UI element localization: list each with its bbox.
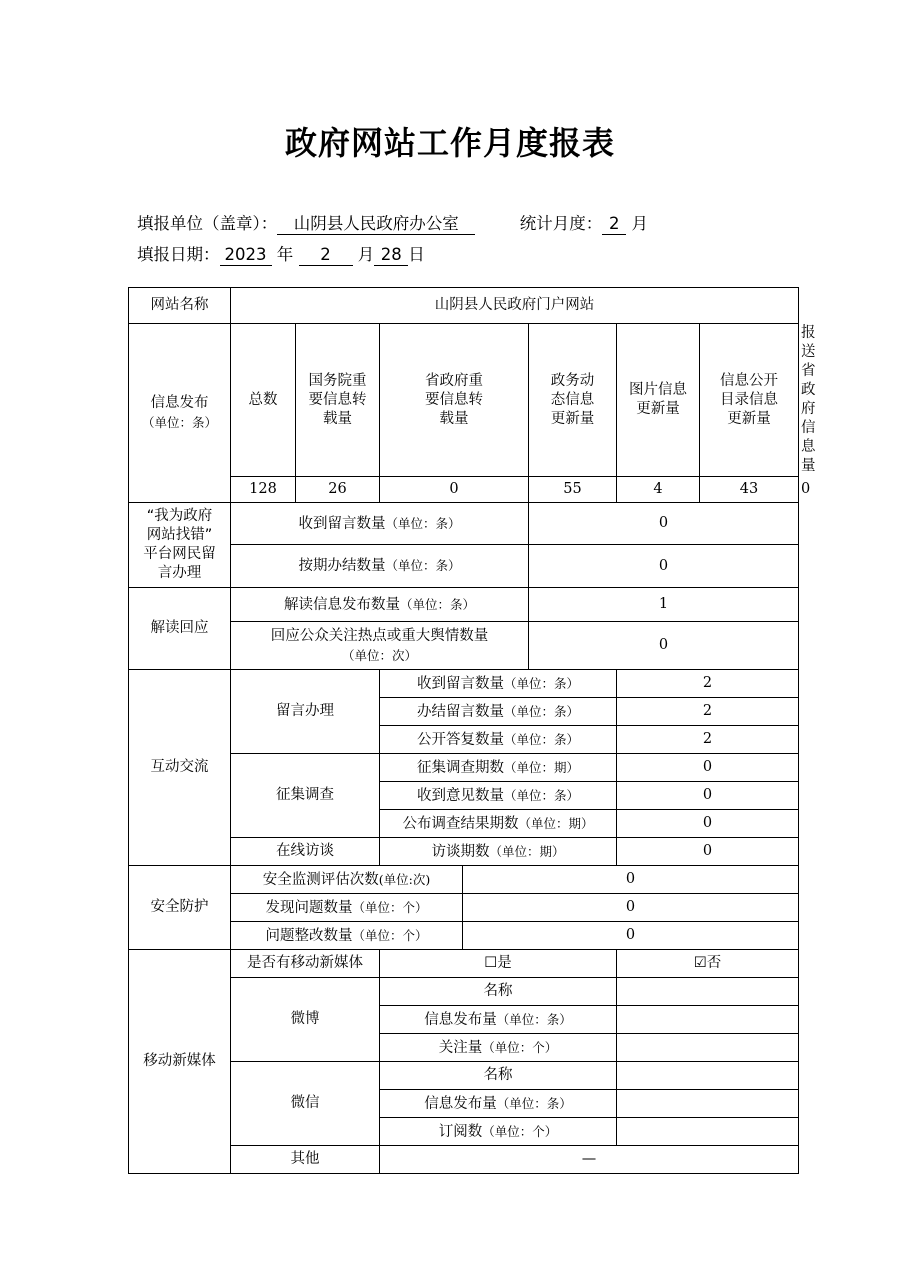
weibo-name-value [617, 978, 799, 1006]
mh-received-label: 收到留言数量（单位：条） [380, 670, 617, 698]
weibo-follow-label: 关注量（单位：个） [380, 1034, 617, 1062]
security-eval-value: 0 [463, 866, 799, 894]
wechat-subscribe-label: 订阅数（单位：个） [380, 1118, 617, 1146]
header-line-2 [137, 241, 425, 266]
security-row-1 [129, 866, 799, 894]
wechat-name-value [617, 1062, 799, 1090]
col-pictures: 图片信息 更新量 [617, 324, 700, 477]
col-disclosure: 信息公开 目录信息 更新量 [700, 324, 799, 477]
interpret-release-value: 1 [529, 588, 799, 622]
weibo-release-label: 信息发布量（单位：条） [380, 1006, 617, 1034]
site-value: 山阴县人民政府门户网站 [231, 288, 799, 324]
col-total: 总数 [231, 324, 296, 477]
survey-periods-label: 征集调查期数（单位：期） [380, 754, 617, 782]
other-label: 其他 [231, 1146, 380, 1174]
date-month: 2 [299, 244, 353, 266]
security-eval-label: 安全监测评估次数(单位:次) [231, 866, 463, 894]
security-fixed-value: 0 [463, 922, 799, 950]
wechat-label: 微信 [231, 1062, 380, 1146]
other-value: — [380, 1146, 799, 1174]
report-table [128, 287, 816, 1174]
security-found-label: 发现问题数量（单位：个） [231, 894, 463, 922]
date-month-suffix: 月 [357, 245, 375, 264]
value-pictures: 4 [617, 477, 700, 503]
unit-value: 山阴县人民政府办公室 [277, 213, 475, 235]
weibo-follow-value [617, 1034, 799, 1062]
interview-periods-label: 访谈期数（单位：期） [380, 838, 617, 866]
checkbox-checked-icon[interactable]: ☑ [693, 955, 707, 971]
wechat-release-value [617, 1090, 799, 1118]
mobile-row-has [129, 950, 799, 978]
interpret-response-label: 回应公众关注热点或重大舆情数量 （单位：次） [231, 622, 529, 670]
weibo-release-value [617, 1006, 799, 1034]
month-label: 统计月度： [519, 214, 603, 233]
survey-opinions-label: 收到意见数量（单位：条） [380, 782, 617, 810]
value-province: 0 [380, 477, 529, 503]
col-state-council: 国务院重 要信息转 载量 [296, 324, 380, 477]
survey-results-value: 0 [617, 810, 799, 838]
find-error-ontime-value: 0 [529, 545, 799, 588]
mobile-no-option[interactable]: ☑否 [617, 950, 799, 978]
interpret-response-value: 0 [529, 622, 799, 670]
wechat-name-label: 名称 [380, 1062, 617, 1090]
survey-opinions-value: 0 [617, 782, 799, 810]
date-label: 填报日期： [137, 245, 220, 264]
find-error-received-value: 0 [529, 503, 799, 545]
date-day-suffix: 日 [408, 245, 425, 264]
survey-results-label: 公布调查结果期数（单位：期） [380, 810, 617, 838]
interpret-release-label: 解读信息发布数量（单位：条） [231, 588, 529, 622]
date-day: 28 [374, 244, 408, 266]
security-label: 安全防护 [129, 866, 231, 950]
page-title: 政府网站工作月度报表 [284, 124, 615, 162]
mh-public-label: 公开答复数量（单位：条） [380, 726, 617, 754]
interpret-row-1 [129, 588, 799, 622]
mh-received-value: 2 [617, 670, 799, 698]
mh-closed-label: 办结留言数量（单位：条） [380, 698, 617, 726]
interaction-label: 互动交流 [129, 670, 231, 866]
checkbox-unchecked-icon[interactable]: ☐ [484, 955, 498, 971]
date-year: 2023 [220, 244, 272, 266]
find-error-ontime-label: 按期办结数量（单位：条） [231, 545, 529, 588]
month-suffix: 月 [631, 214, 648, 233]
weibo-label: 微博 [231, 978, 380, 1062]
find-error-label: “我为政府 网站找错” 平台网民留 言办理 [129, 503, 231, 588]
survey-periods-value: 0 [617, 754, 799, 782]
header-line-1 [137, 210, 648, 235]
interpret-label: 解读回应 [129, 588, 231, 670]
interview-label: 在线访谈 [231, 838, 380, 866]
mobile-has-label: 是否有移动新媒体 [231, 950, 380, 978]
value-disclosure: 43 [700, 477, 799, 503]
mh-public-value: 2 [617, 726, 799, 754]
wechat-subscribe-value [617, 1118, 799, 1146]
date-year-suffix: 年 [276, 245, 294, 264]
find-error-row-1 [129, 503, 799, 545]
mobile-label: 移动新媒体 [129, 950, 231, 1174]
value-gov-affairs: 55 [529, 477, 617, 503]
site-label: 网站名称 [129, 288, 231, 324]
unit-label: 填报单位（盖章）： [137, 214, 278, 233]
info-release-header-row: 信息发布 （单位：条） 总数 国务院重 要信息转 载量 省政府重 要信息转 载量 政务动 态信息 更新量 图片信息 更新量 信息公开 目录信息 更新量 报送省政府 信息量 [129, 324, 799, 477]
value-state-council: 26 [296, 477, 380, 503]
value-total: 128 [231, 477, 296, 503]
security-fixed-label: 问题整改数量（单位：个） [231, 922, 463, 950]
month-value: 2 [602, 213, 626, 235]
mobile-yes-option[interactable]: ☐是 [380, 950, 617, 978]
col-province: 省政府重 要信息转 载量 [380, 324, 529, 477]
find-error-received-label: 收到留言数量（单位：条） [231, 503, 529, 545]
wechat-release-label: 信息发布量（单位：条） [380, 1090, 617, 1118]
survey-label: 征集调查 [231, 754, 380, 838]
info-release-values-row: 128 26 0 55 4 43 0 [129, 477, 799, 503]
security-found-value: 0 [463, 894, 799, 922]
mh-closed-value: 2 [617, 698, 799, 726]
info-release-label: 信息发布 （单位：条） [129, 324, 231, 503]
interaction-row-1 [129, 670, 799, 698]
weibo-name-label: 名称 [380, 978, 617, 1006]
message-handling-label: 留言办理 [231, 670, 380, 754]
col-gov-affairs: 政务动 态信息 更新量 [529, 324, 617, 477]
site-row [129, 288, 799, 324]
interview-periods-value: 0 [617, 838, 799, 866]
